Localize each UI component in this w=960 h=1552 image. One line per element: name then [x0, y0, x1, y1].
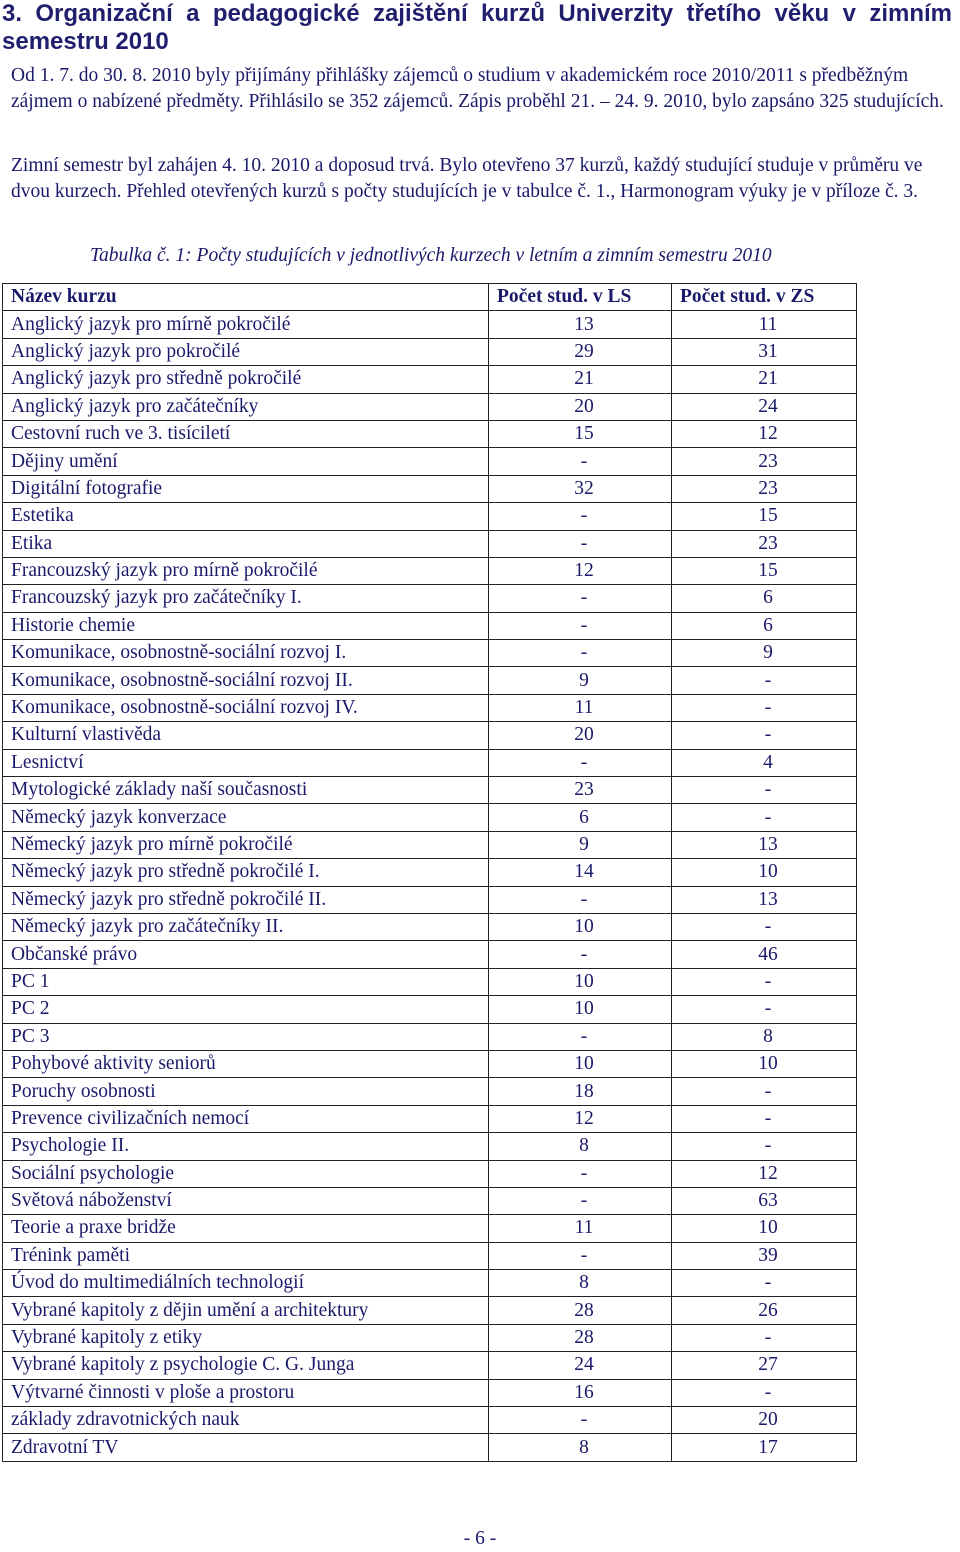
count-zs-cell: - — [672, 804, 857, 831]
course-name-cell: Německý jazyk pro začátečníky II. — [3, 913, 489, 940]
count-ls-cell: 6 — [489, 804, 672, 831]
course-name-cell: Německý jazyk konverzace — [3, 804, 489, 831]
count-zs-cell: 24 — [672, 393, 857, 420]
table-row — [3, 996, 857, 1023]
page-number: - 6 - — [463, 1528, 497, 1549]
course-name-cell: Výtvarné činnosti v ploše a prostoru — [3, 1379, 489, 1406]
course-name-cell: Anglický jazyk pro středně pokročilé — [3, 366, 489, 393]
count-zs-cell: - — [672, 694, 857, 721]
count-zs-cell: 27 — [672, 1352, 857, 1379]
table-row — [3, 1297, 857, 1324]
course-name-cell: Lesnictví — [3, 749, 489, 776]
count-zs-cell: - — [672, 996, 857, 1023]
count-zs-cell: - — [672, 913, 857, 940]
count-ls-cell: - — [489, 503, 672, 530]
count-ls-cell: 29 — [489, 338, 672, 365]
count-ls-cell: 20 — [489, 722, 672, 749]
table-row — [3, 886, 857, 913]
course-name-cell: Prevence civilizačních nemocí — [3, 1105, 489, 1132]
count-ls-cell: 10 — [489, 1050, 672, 1077]
count-ls-cell: 32 — [489, 475, 672, 502]
table-row — [3, 831, 857, 858]
course-name-cell: Vybrané kapitoly z psychologie C. G. Junga — [3, 1352, 489, 1379]
course-name-cell: základy zdravotnických nauk — [3, 1407, 489, 1434]
count-ls-cell: 9 — [489, 667, 672, 694]
count-zs-cell: 63 — [672, 1187, 857, 1214]
section-heading: 3. Organizační a pedagogické zajištění kurzů Univerzity třetího věku v zimním semestru 2010 — [2, 0, 952, 55]
course-name-cell: Kulturní vlastivěda — [3, 722, 489, 749]
table-row — [3, 1270, 857, 1297]
count-zs-cell: - — [672, 1078, 857, 1105]
count-zs-cell: 13 — [672, 831, 857, 858]
course-name-cell: Komunikace, osobnostně-sociální rozvoj I. — [3, 640, 489, 667]
count-zs-cell: 23 — [672, 475, 857, 502]
table-row — [3, 913, 857, 940]
count-zs-cell: 6 — [672, 585, 857, 612]
table-row — [3, 804, 857, 831]
table-row — [3, 722, 857, 749]
count-zs-cell: - — [672, 667, 857, 694]
count-ls-cell: 13 — [489, 311, 672, 338]
table-row — [3, 503, 857, 530]
course-name-cell: Anglický jazyk pro mírně pokročilé — [3, 311, 489, 338]
count-ls-cell: 28 — [489, 1324, 672, 1351]
count-ls-cell: - — [489, 1242, 672, 1269]
table-row — [3, 585, 857, 612]
table-row — [3, 1407, 857, 1434]
table-row — [3, 1023, 857, 1050]
count-ls-cell: 8 — [489, 1270, 672, 1297]
count-ls-cell: 10 — [489, 968, 672, 995]
semester-paragraph: Zimní semestr byl zahájen 4. 10. 2010 a doposud trvá. Bylo otevřeno 37 kurzů, každý studující studuje v průměru ve dvou kurzech. Přehled otevřených kurzů s počty studujících je v tabulce č. 1., Harmonogram výuky je v příloze č. 3. — [11, 155, 923, 202]
table-row — [3, 366, 857, 393]
count-zs-cell: 15 — [672, 557, 857, 584]
table-row — [3, 1242, 857, 1269]
count-zs-cell: 10 — [672, 1050, 857, 1077]
header-count-zs: Počet stud. v ZS — [672, 284, 857, 311]
table-row — [3, 777, 857, 804]
table-row — [3, 859, 857, 886]
table-row — [3, 612, 857, 639]
table-row — [3, 640, 857, 667]
count-zs-cell: - — [672, 1324, 857, 1351]
count-zs-cell: - — [672, 777, 857, 804]
header-course-name: Název kurzu — [3, 284, 489, 311]
course-name-cell: Komunikace, osobnostně-sociální rozvoj II. — [3, 667, 489, 694]
count-ls-cell: - — [489, 886, 672, 913]
table-row — [3, 311, 857, 338]
table-row — [3, 667, 857, 694]
course-name-cell: Trénink paměti — [3, 1242, 489, 1269]
count-ls-cell: 10 — [489, 913, 672, 940]
table-row — [3, 1379, 857, 1406]
count-ls-cell: - — [489, 530, 672, 557]
count-zs-cell: 23 — [672, 530, 857, 557]
count-ls-cell: - — [489, 1187, 672, 1214]
table-row — [3, 968, 857, 995]
count-zs-cell: 9 — [672, 640, 857, 667]
count-zs-cell: 46 — [672, 941, 857, 968]
count-ls-cell: 11 — [489, 1215, 672, 1242]
count-ls-cell: 9 — [489, 831, 672, 858]
course-name-cell: Občanské právo — [3, 941, 489, 968]
course-name-cell: Teorie a praxe bridže — [3, 1215, 489, 1242]
count-ls-cell: - — [489, 1023, 672, 1050]
count-zs-cell: - — [672, 722, 857, 749]
table-row — [3, 1215, 857, 1242]
course-name-cell: Pohybové aktivity seniorů — [3, 1050, 489, 1077]
course-name-cell: Estetika — [3, 503, 489, 530]
course-name-cell: Anglický jazyk pro pokročilé — [3, 338, 489, 365]
count-ls-cell: 20 — [489, 393, 672, 420]
course-name-cell: Poruchy osobnosti — [3, 1078, 489, 1105]
course-name-cell: Francouzský jazyk pro mírně pokročilé — [3, 557, 489, 584]
count-zs-cell: - — [672, 968, 857, 995]
course-name-cell: PC 1 — [3, 968, 489, 995]
table-row — [3, 1434, 857, 1461]
table-row — [3, 1078, 857, 1105]
count-ls-cell: 11 — [489, 694, 672, 721]
course-name-cell: Komunikace, osobnostně-sociální rozvoj IV. — [3, 694, 489, 721]
count-ls-cell: 8 — [489, 1434, 672, 1461]
table-row — [3, 1324, 857, 1351]
table-row — [3, 749, 857, 776]
course-name-cell: Vybrané kapitoly z dějin umění a architektury — [3, 1297, 489, 1324]
course-name-cell: PC 3 — [3, 1023, 489, 1050]
count-ls-cell: 18 — [489, 1078, 672, 1105]
table-caption: Tabulka č. 1: Počty studujících v jednotlivých kurzech v letním a zimním semestru 2010 — [90, 245, 772, 266]
course-name-cell: Cestovní ruch ve 3. tisíciletí — [3, 420, 489, 447]
table-row — [3, 1160, 857, 1187]
course-name-cell: Anglický jazyk pro začátečníky — [3, 393, 489, 420]
count-zs-cell: 10 — [672, 859, 857, 886]
courses-table — [2, 283, 857, 1462]
count-ls-cell: 12 — [489, 1105, 672, 1132]
count-ls-cell: 24 — [489, 1352, 672, 1379]
count-zs-cell: 12 — [672, 420, 857, 447]
count-ls-cell: 16 — [489, 1379, 672, 1406]
count-ls-cell: 23 — [489, 777, 672, 804]
table-header-row — [3, 284, 857, 311]
count-ls-cell: - — [489, 749, 672, 776]
header-count-ls: Počet stud. v LS — [489, 284, 672, 311]
count-ls-cell: 10 — [489, 996, 672, 1023]
count-zs-cell: 11 — [672, 311, 857, 338]
count-zs-cell: - — [672, 1379, 857, 1406]
count-zs-cell: 8 — [672, 1023, 857, 1050]
table-row — [3, 530, 857, 557]
count-ls-cell: 21 — [489, 366, 672, 393]
course-name-cell: Etika — [3, 530, 489, 557]
count-zs-cell: - — [672, 1133, 857, 1160]
count-zs-cell: 10 — [672, 1215, 857, 1242]
count-zs-cell: - — [672, 1105, 857, 1132]
course-name-cell: Zdravotní TV — [3, 1434, 489, 1461]
count-zs-cell: 20 — [672, 1407, 857, 1434]
count-zs-cell: 31 — [672, 338, 857, 365]
table-row — [3, 475, 857, 502]
table-row — [3, 1352, 857, 1379]
table-row — [3, 1187, 857, 1214]
course-name-cell: Německý jazyk pro mírně pokročilé — [3, 831, 489, 858]
course-name-cell: Světová náboženství — [3, 1187, 489, 1214]
table-row — [3, 1133, 857, 1160]
count-zs-cell: 6 — [672, 612, 857, 639]
count-ls-cell: - — [489, 1407, 672, 1434]
count-zs-cell: 23 — [672, 448, 857, 475]
table-row — [3, 448, 857, 475]
course-name-cell: Německý jazyk pro středně pokročilé I. — [3, 859, 489, 886]
course-name-cell: PC 2 — [3, 996, 489, 1023]
count-zs-cell: 17 — [672, 1434, 857, 1461]
course-name-cell: Psychologie II. — [3, 1133, 489, 1160]
count-ls-cell: 15 — [489, 420, 672, 447]
course-name-cell: Digitální fotografie — [3, 475, 489, 502]
table-row — [3, 420, 857, 447]
course-name-cell: Mytologické základy naší současnosti — [3, 777, 489, 804]
table-row — [3, 941, 857, 968]
course-name-cell: Dějiny umění — [3, 448, 489, 475]
course-name-cell: Vybrané kapitoly z etiky — [3, 1324, 489, 1351]
table-row — [3, 1105, 857, 1132]
count-ls-cell: - — [489, 612, 672, 639]
course-name-cell: Německý jazyk pro středně pokročilé II. — [3, 886, 489, 913]
count-zs-cell: 26 — [672, 1297, 857, 1324]
count-ls-cell: - — [489, 448, 672, 475]
count-ls-cell: 14 — [489, 859, 672, 886]
count-ls-cell: 8 — [489, 1133, 672, 1160]
count-zs-cell: 15 — [672, 503, 857, 530]
table-row — [3, 393, 857, 420]
count-ls-cell: - — [489, 640, 672, 667]
count-ls-cell: - — [489, 1160, 672, 1187]
course-name-cell: Sociální psychologie — [3, 1160, 489, 1187]
table-row — [3, 338, 857, 365]
table-row — [3, 1050, 857, 1077]
course-name-cell: Úvod do multimediálních technologií — [3, 1270, 489, 1297]
count-zs-cell: 13 — [672, 886, 857, 913]
count-zs-cell: 21 — [672, 366, 857, 393]
count-ls-cell: - — [489, 585, 672, 612]
count-zs-cell: 39 — [672, 1242, 857, 1269]
count-ls-cell: 28 — [489, 1297, 672, 1324]
count-zs-cell: - — [672, 1270, 857, 1297]
course-name-cell: Historie chemie — [3, 612, 489, 639]
count-ls-cell: 12 — [489, 557, 672, 584]
count-ls-cell: - — [489, 941, 672, 968]
course-name-cell: Francouzský jazyk pro začátečníky I. — [3, 585, 489, 612]
count-zs-cell: 4 — [672, 749, 857, 776]
intro-paragraph: Od 1. 7. do 30. 8. 2010 byly přijímány přihlášky zájemců o studium v akademickém roce 2010/2011 s předběžným zájmem o nabízené předměty. Přihlásilo se 352 zájemců. Zápis proběhl 21. – 24. 9. 2010, bylo zapsáno 325 studujících. — [11, 65, 944, 112]
table-row — [3, 557, 857, 584]
count-zs-cell: 12 — [672, 1160, 857, 1187]
table-row — [3, 694, 857, 721]
